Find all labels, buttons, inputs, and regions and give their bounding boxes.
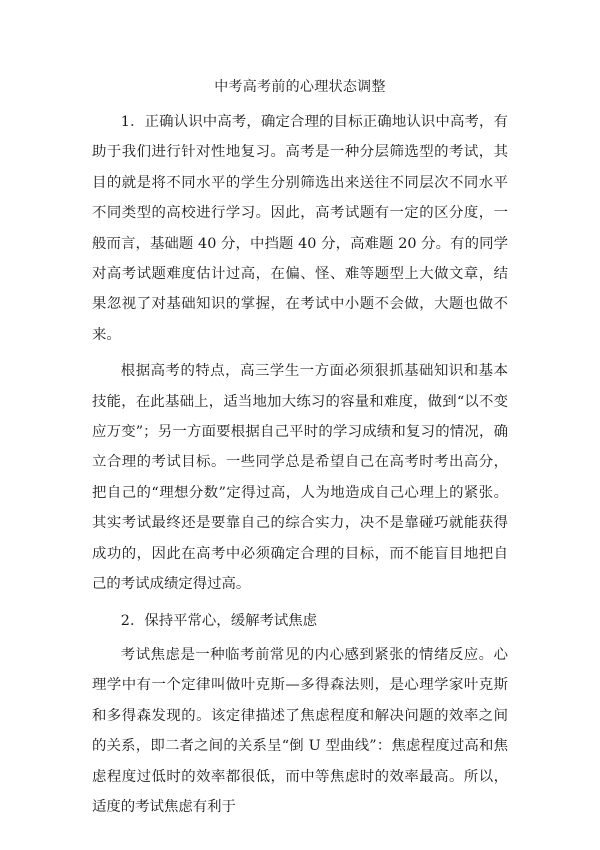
paragraph-exam-strategy: 根据高考的特点，高三学生一方面必须狠抓基础知识和基本技能，在此基础上，适当地加大练习的容量和难度，做到“以不变应万变”；另一方面要根据自己平时的学习成绩和复习的情况，确立合理的考试目标。一些同学总是希望自己在高考时考出高分，把自己的“理想分数”定得过高，人为地造成自己心理上的紧张。其实考试最终还是要靠自己的综合实力，决不是靠碰巧就能获得成功的，因此在高考中必须确定合理的目标，而不能盲目地把自己的考试成绩定得过高。 xyxy=(92,363,508,593)
paragraph-exam-anxiety: 考试焦虑是一种临考前常见的内心感到紧张的情绪反应。心理学中有一个定律叫做叶克斯—多得森法则，是心理学家叶克斯和多得森发现的。该定律描述了焦虑程度和解决问题的效率之间的关系，即二者之间的关系呈“倒 U 型曲线”：焦虑程度过高和焦虑程度过低时的效率都很低，而中等焦虑时的效率最高。所以，适度的考试焦虑有利于 xyxy=(92,646,508,815)
document-title: 中考高考前的心理状态调整 xyxy=(214,79,386,95)
section-heading-2: 2．保持平常心，缓解考试焦虑 xyxy=(120,612,318,629)
paragraph-section-1: 1．正确认识中高考，确定合理的目标正确地认识中高考，有助于我们进行针对性地复习。高考是一种分层筛选型的考试，其目的就是将不同水平的学生分别筛选出来送往不同层次不同水平不同类型的高校进行学习。因此，高考试题有一定的区分度，一般而言，基础题 40 分，中挡题 40 分，高难题 20 分。有的同学对高考试题难度估计过高，在偏、怪、难等题型上大做文章，结果忽视了对基础知识的掌握，在考试中小题不会做，大题也做不来。 xyxy=(92,114,508,343)
document-page xyxy=(92,74,508,828)
